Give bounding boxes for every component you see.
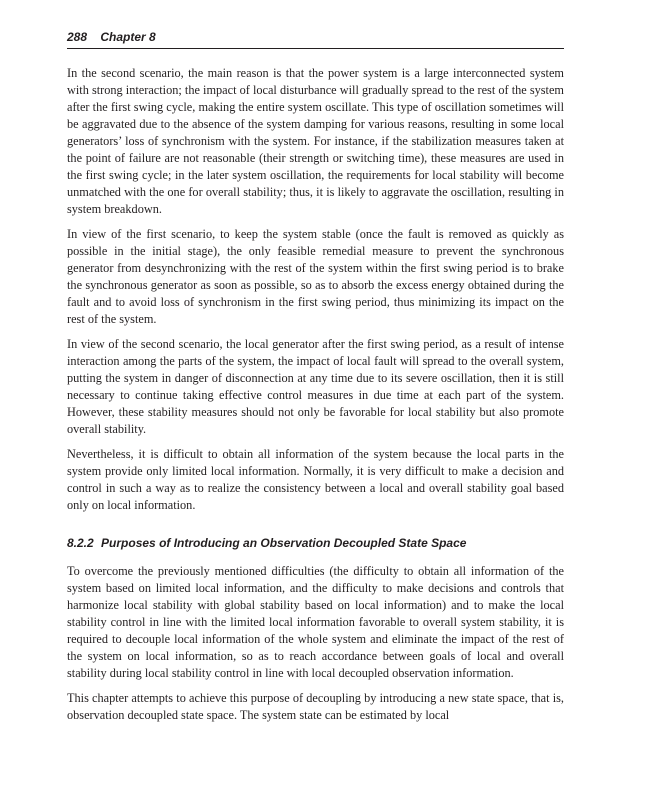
body-paragraph-1: In the second scenario, the main reason is that the power system is a large interconnected system with strong interaction; the impact of local disturbance will gradually spread to the rest of the system after the first swing cycle, making the entire system oscillate. This type of oscillation sometimes will be aggravated due to the absence of the system damping for various reasons, resulting in some local generators’ loss of synchronism with the system. For instance, if the stabilization measures taken at the point of failure are not reasonable (their strength or switching time), these measures are used in the first swing cycle; in the later system oscillation, the requirements for local stability will become unmatched with the one for overall stability; thus, it is likely to aggravate the oscillation, resulting in system breakdown. bbox=[67, 66, 564, 216]
section-heading bbox=[67, 535, 564, 551]
section-title: Purposes of Introducing an Observation Decoupled State Space bbox=[101, 536, 467, 550]
section-number: 8.2.2 bbox=[67, 536, 94, 550]
page bbox=[67, 29, 564, 732]
chapter-label: Chapter 8 bbox=[100, 30, 156, 44]
page-number: 288 bbox=[67, 30, 88, 44]
section-paragraph-1: To overcome the previously mentioned difficulties (the difficulty to obtain all information of the system based on limited local information, and the difficulty to make decisions and controls that harmonize local stability with global stability based on local information) and to make the local stability control in line with the limited local information favorable to overall system stability, it is required to decouple local information of the whole system and eliminate the impact of the rest of the system on local information, so as to reach accordance between goals of local and overall stability during local stability control in line with local decoupled observation information. bbox=[67, 564, 564, 680]
section-paragraph-2: This chapter attempts to achieve this purpose of decoupling by introducing a new state space, that is, observation decoupled state space. The system state can be estimated by local bbox=[67, 691, 564, 722]
body-paragraph-3: In view of the second scenario, the local generator after the first swing period, as a result of intense interaction among the parts of the system, the impact of local fault will spread to the overall system, putting the system in danger of disconnection at any time due to its severe oscillation, then it is still necessary to continue taking effective control measures in due time at each part of the system. However, these stability measures should not only be favorable for local stability but also promote overall stability. bbox=[67, 337, 564, 436]
body-paragraph-2: In view of the first scenario, to keep the system stable (once the fault is removed as quickly as possible in the initial stage), the only feasible remedial measure to prevent the synchronous generator from desynchronizing with the rest of the system within the first swing period is to brake the synchronous generator as soon as possible, so as to absorb the excess energy obtained during the fault and to avoid loss of synchronism in the first swing period, thus minimizing its impact on the rest of the system. bbox=[67, 227, 564, 326]
running-head bbox=[67, 29, 564, 49]
body-paragraph-4: Nevertheless, it is difficult to obtain all information of the system because the local parts in the system provide only limited local information. Normally, it is very difficult to make a decision and control in such a way as to realize the consistency between a local and overall stability goal based only on local information. bbox=[67, 447, 564, 512]
